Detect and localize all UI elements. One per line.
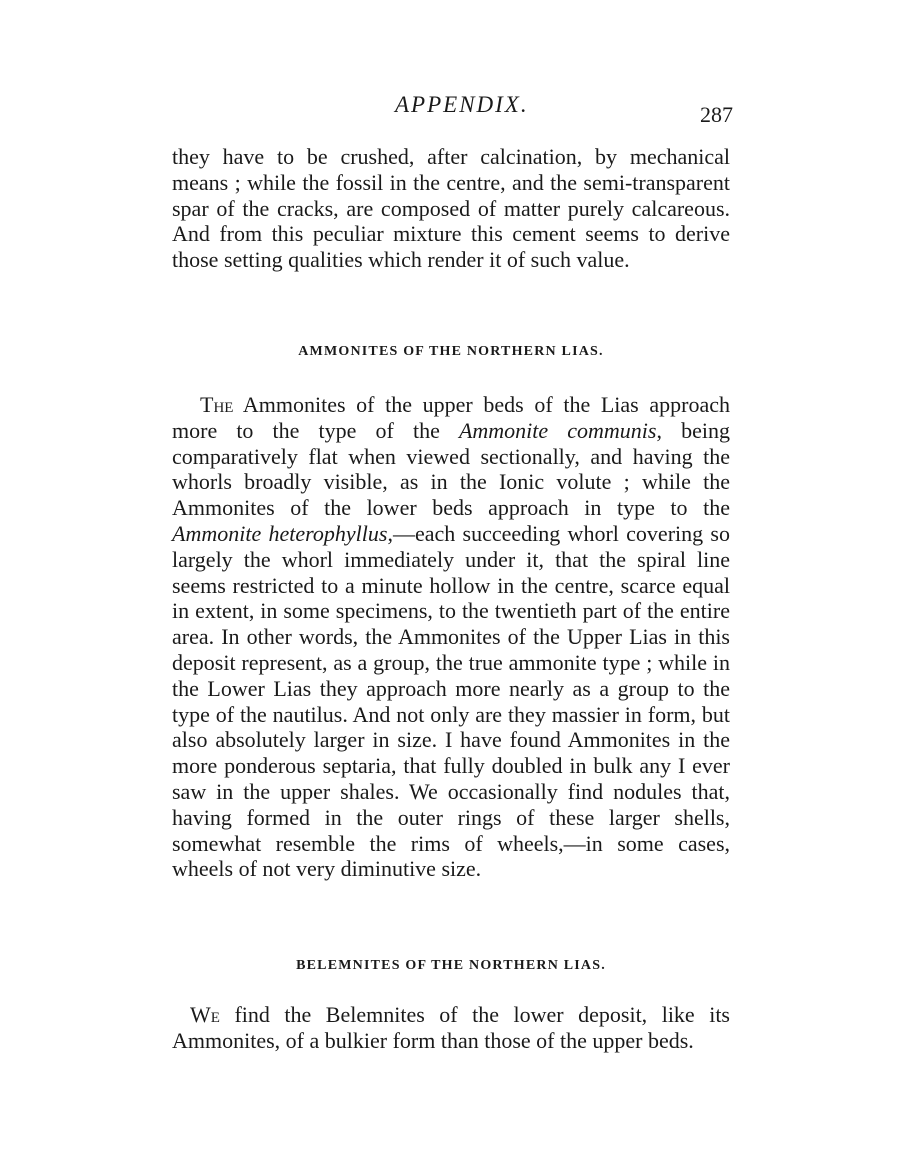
species-name: Ammonite communis	[458, 417, 657, 443]
text-run: find the Belemnites of the lower deposit, like its Ammonites, of a bulkier form than those of the upper beds.	[172, 1002, 730, 1053]
text-run: Ammonites of the upper beds of the Lias approach more to the type of the	[172, 392, 730, 443]
page-number: 287	[700, 102, 733, 127]
lead-word: The	[200, 392, 234, 417]
running-title: APPENDIX.	[395, 92, 529, 117]
text-run: , being comparatively flat when viewed sectionally, and having the whorls broadly visible, as in the Ionic volute ; while the Ammonites of the lower beds approach in type to the	[172, 417, 730, 521]
text-run: ,—each succeeding whorl covering so largely the whorl immediately under it, that the spiral line seems restricted to a minute hollow in the centre, scarce equal in extent, in some specimens, to the twentieth part of the entire area. In other words, the Ammonites of the Upper Lias in this deposit represent, as a group, the true ammonite type ; while in the Lower Lias they approach more nearly as a group to the type of the nautilus. And not only are they massier in form, but also absolutely larger in size. I have found Ammonites in the more ponderous septaria, that fully doubled in bulk any I ever saw in the upper shales. We occasionally find nodules that, having formed in the outer rings of these larger shells, somewhat resemble the rims of wheels,—in some cases, wheels of not very diminutive size.	[172, 520, 730, 882]
section-heading-belemnites: BELEMNITES OF THE NORTHERN LIAS.	[296, 958, 606, 973]
lead-word: We	[190, 1002, 220, 1027]
paragraph-continued: they have to be crushed, after calcination, by mechanical means ; while the fossil in the centre, and the semi-transparent spar of the cracks, are composed of matter purely calcareous. And from this peculiar mixture this cement seems to derive those setting qualities which render it of such value.	[172, 144, 730, 273]
running-head	[0, 92, 900, 132]
section-heading-ammonites: AMMONITES OF THE NORTHERN LIAS.	[298, 344, 604, 359]
paragraph-ammonites	[172, 392, 730, 882]
paragraph-belemnites	[172, 1002, 730, 1054]
species-name: Ammonite heterophyllus	[172, 520, 388, 546]
